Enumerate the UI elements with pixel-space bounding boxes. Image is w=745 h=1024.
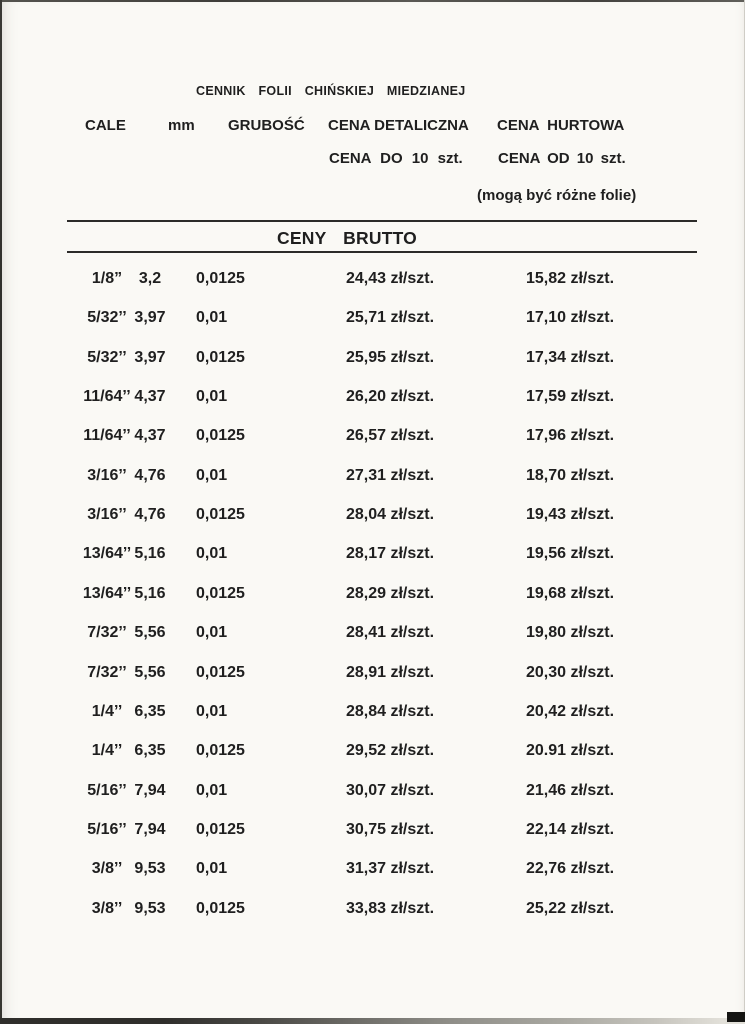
table-row xyxy=(0,388,745,406)
cell-hurt: 20,30 zł/szt. xyxy=(525,663,615,681)
cell-grubosc: 0,0125 xyxy=(196,663,245,681)
cell-cale: 3/16’’ xyxy=(87,466,127,484)
cell-cale: 1/4’’ xyxy=(91,742,123,760)
cell-detal: 27,31 zł/szt. xyxy=(345,466,435,484)
cell-hurt: 19,68 zł/szt. xyxy=(525,584,615,602)
cell-cale: 5/32’’ xyxy=(87,309,127,327)
cell-hurt: 17,34 zł/szt. xyxy=(525,348,615,366)
cell-mm: 9,53 xyxy=(134,899,166,917)
cell-detal: 26,57 zł/szt. xyxy=(345,427,435,445)
cell-hurt: 19,43 zł/szt. xyxy=(525,506,615,524)
cell-hurt: 22,14 zł/szt. xyxy=(525,820,615,838)
cell-hurt: 15,82 zł/szt. xyxy=(525,270,615,287)
cell-cale: 3/8’’ xyxy=(91,860,123,878)
note-rozne-folie: (mogą być różne folie) xyxy=(477,187,637,204)
cell-hurt: 20,42 zł/szt. xyxy=(525,702,615,720)
table-row xyxy=(0,664,745,682)
cell-mm: 3,2 xyxy=(138,270,162,287)
cell-hurt: 22,76 zł/szt. xyxy=(525,860,615,878)
cell-hurt: 25,22 zł/szt. xyxy=(525,899,615,917)
cell-mm: 3,97 xyxy=(134,309,166,327)
cell-grubosc: 0,01 xyxy=(196,702,228,720)
cell-mm: 5,56 xyxy=(134,663,166,681)
cell-hurt: 17,96 zł/szt. xyxy=(525,427,615,445)
cell-cale: 7/32’’ xyxy=(87,624,127,642)
scan-edge-left xyxy=(0,0,2,1024)
cell-detal: 28,17 zł/szt. xyxy=(345,545,435,563)
cell-detal: 29,52 zł/szt. xyxy=(345,742,435,760)
cell-detal: 28,84 zł/szt. xyxy=(345,702,435,720)
table-row xyxy=(0,624,745,642)
column-header-hurtowa: CENA HURTOWA xyxy=(497,117,625,134)
horizontal-rule-bottom xyxy=(67,251,697,253)
scan-corner-artifact xyxy=(727,1012,745,1022)
table-row xyxy=(0,506,745,524)
cell-grubosc: 0,0125 xyxy=(196,270,245,287)
cell-grubosc: 0,01 xyxy=(196,624,228,642)
table-row xyxy=(0,782,745,800)
horizontal-rule-top xyxy=(67,220,697,222)
table-row xyxy=(0,742,745,760)
subheader-cena-do: CENA DO 10 szt. xyxy=(329,150,463,167)
cell-grubosc: 0,0125 xyxy=(196,899,245,917)
document-title: CENNIK FOLII CHIŃSKIEJ MIEDZIANEJ xyxy=(196,84,466,98)
cell-cale: 1/8” xyxy=(91,270,123,287)
table-row xyxy=(0,703,745,721)
scan-edge-top xyxy=(0,0,745,2)
table-row xyxy=(0,860,745,878)
cell-mm: 9,53 xyxy=(134,860,166,878)
cell-hurt: 17,59 zł/szt. xyxy=(525,388,615,406)
table-row xyxy=(0,545,745,563)
cell-hurt: 17,10 zł/szt. xyxy=(525,309,615,327)
cell-mm: 5,56 xyxy=(134,624,166,642)
cell-mm: 6,35 xyxy=(134,702,166,720)
cell-grubosc: 0,0125 xyxy=(196,584,245,602)
cell-grubosc: 0,0125 xyxy=(196,506,245,524)
column-header-mm: mm xyxy=(168,117,195,134)
cell-detal: 28,04 zł/szt. xyxy=(345,506,435,524)
cell-grubosc: 0,01 xyxy=(196,545,228,563)
cell-mm: 4,37 xyxy=(134,388,166,406)
scan-edge-bottom xyxy=(0,1018,745,1024)
cell-detal: 28,91 zł/szt. xyxy=(345,663,435,681)
table-row xyxy=(0,427,745,445)
cell-cale: 13/64’’ xyxy=(82,584,132,602)
cell-detal: 33,83 zł/szt. xyxy=(345,899,435,917)
cell-grubosc: 0,01 xyxy=(196,309,228,327)
cell-hurt: 19,80 zł/szt. xyxy=(525,624,615,642)
cell-mm: 7,94 xyxy=(134,781,166,799)
cell-hurt: 18,70 zł/szt. xyxy=(525,466,615,484)
cell-hurt: 21,46 zł/szt. xyxy=(525,781,615,799)
section-heading-ceny-brutto: CENY BRUTTO xyxy=(277,228,417,248)
cell-hurt: 19,56 zł/szt. xyxy=(525,545,615,563)
cell-mm: 5,16 xyxy=(134,584,166,602)
column-header-grubosc: GRUBOŚĆ xyxy=(228,117,305,134)
cell-mm: 6,35 xyxy=(134,742,166,760)
table-row xyxy=(0,821,745,839)
cell-cale: 3/8’’ xyxy=(91,899,123,917)
cell-grubosc: 0,01 xyxy=(196,388,228,406)
cell-mm: 7,94 xyxy=(134,820,166,838)
cell-cale: 5/32’’ xyxy=(87,348,127,366)
cell-mm: 4,76 xyxy=(134,506,166,524)
cell-cale: 1/4’’ xyxy=(91,702,123,720)
cell-grubosc: 0,0125 xyxy=(196,742,245,760)
cell-grubosc: 0,01 xyxy=(196,781,228,799)
table-row xyxy=(0,349,745,367)
cell-cale: 3/16’’ xyxy=(87,506,127,524)
cell-mm: 4,76 xyxy=(134,466,166,484)
cell-detal: 31,37 zł/szt. xyxy=(345,860,435,878)
column-header-cale: CALE xyxy=(85,117,126,134)
cell-mm: 3,97 xyxy=(134,348,166,366)
table-row xyxy=(0,900,745,918)
cell-detal: 28,29 zł/szt. xyxy=(345,584,435,602)
cell-cale: 5/16’’ xyxy=(87,781,127,799)
cell-cale: 11/64’’ xyxy=(83,388,131,406)
cell-detal: 25,95 zł/szt. xyxy=(345,348,435,366)
cell-cale: 7/32’’ xyxy=(87,663,127,681)
cell-grubosc: 0,01 xyxy=(196,466,228,484)
table-row xyxy=(0,309,745,327)
cell-detal: 30,07 zł/szt. xyxy=(345,781,435,799)
cell-detal: 24,43 zł/szt. xyxy=(345,270,435,287)
cell-detal: 25,71 zł/szt. xyxy=(345,309,435,327)
table-row xyxy=(0,467,745,485)
cell-detal: 26,20 zł/szt. xyxy=(345,388,435,406)
table-row xyxy=(0,585,745,603)
cell-cale: 13/64’’ xyxy=(82,545,132,563)
cell-grubosc: 0,01 xyxy=(196,860,228,878)
cell-mm: 4,37 xyxy=(134,427,166,445)
table-row xyxy=(0,270,745,288)
cell-detal: 28,41 zł/szt. xyxy=(345,624,435,642)
column-header-detaliczna: CENA DETALICZNA xyxy=(328,117,469,134)
cell-cale: 11/64’’ xyxy=(83,427,131,445)
cell-detal: 30,75 zł/szt. xyxy=(345,820,435,838)
cell-cale: 5/16’’ xyxy=(87,820,127,838)
cell-mm: 5,16 xyxy=(134,545,166,563)
cell-hurt: 20.91 zł/szt. xyxy=(525,742,615,760)
cell-grubosc: 0,0125 xyxy=(196,427,245,445)
cell-grubosc: 0,0125 xyxy=(196,820,245,838)
subheader-cena-od: CENA OD 10 szt. xyxy=(498,150,626,167)
cell-grubosc: 0,0125 xyxy=(196,348,245,366)
